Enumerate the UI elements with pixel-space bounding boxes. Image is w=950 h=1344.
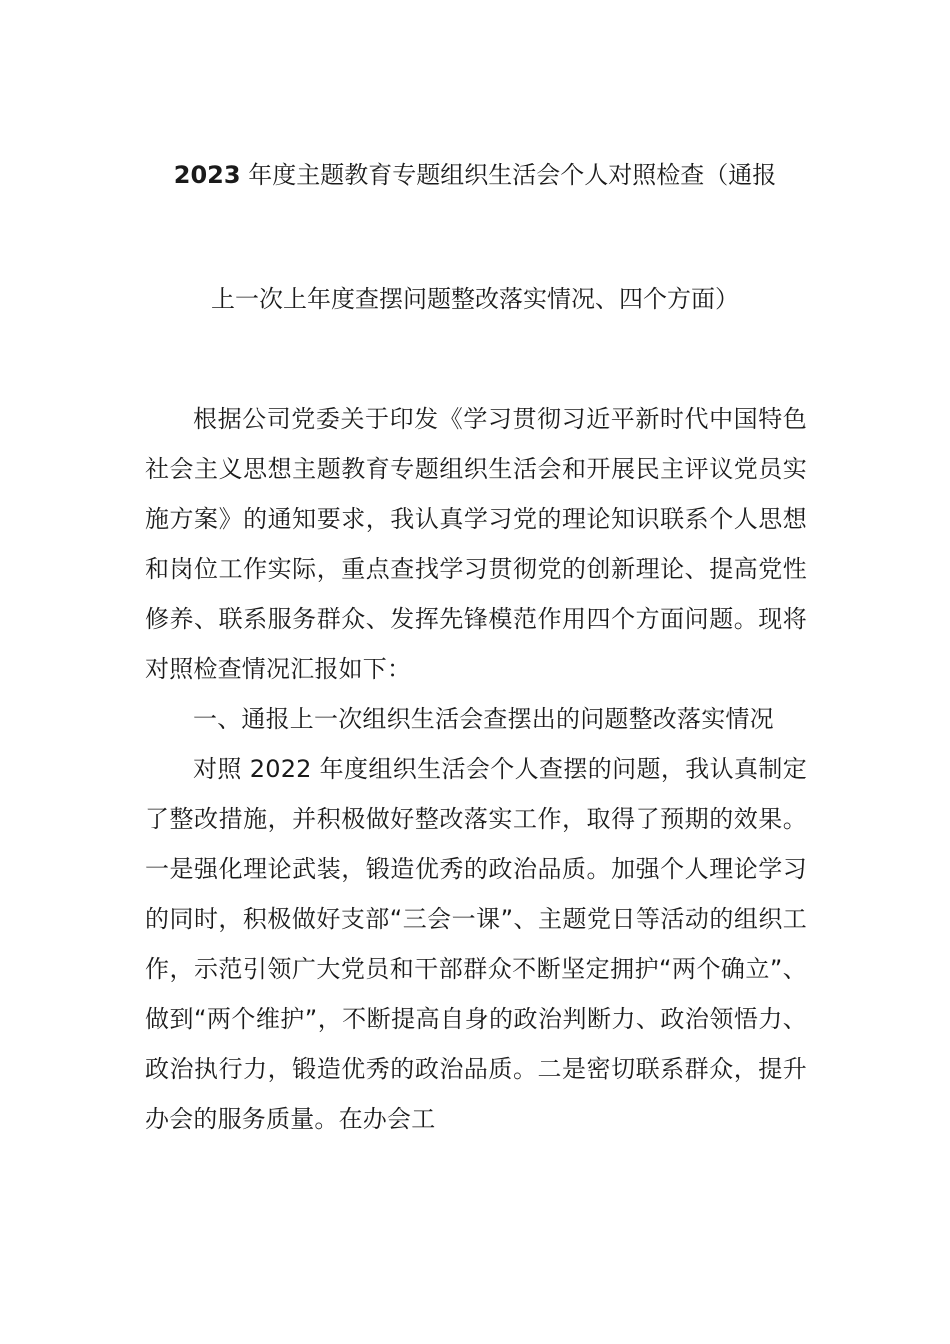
intro-paragraph: 根据公司党委关于印发《学习贯彻习近平新时代中国特色社会主义思想主题教育专题组织生活会和开展民主评议党员实施方案》的通知要求，我认真学习党的理论知识联系个人思想和岗位工作实际，重点查找学习贯彻党的创新理论、提高党性修养、联系服务群众、发挥先锋模范作用四个方面问题。现将对照检查情况汇报如下： — [145, 405, 807, 683]
section-1-paragraph: 对照 2022 年度组织生活会个人查摆的问题，我认真制定了整改措施，并积极做好整改落实工作，取得了预期的效果。一是强化理论武装，锻造优秀的政治品质。加强个人理论学习的同时，积极做好支部“三会一课”、主题党日等活动的组织工作，示范引领广大党员和干部群众不断坚定拥护“两个确立”、做到“两个维护”，不断提高自身的政治判断力、政治领悟力、政治执行力，锻造优秀的政治品质。二是密切联系群众，提升办会的服务质量。在办会工 — [145, 755, 807, 1133]
title-year: 2023 — [173, 161, 241, 189]
section-heading-1: 一、通报上一次组织生活会查摆出的问题整改落实情况 — [193, 705, 774, 733]
document-body — [145, 394, 807, 1144]
document-title-line-1 — [0, 158, 950, 192]
title-text: 年度主题教育专题组织生活会个人对照检查（通报 — [240, 161, 777, 189]
document-title-line-2: 上一次上年度查摆问题整改落实情况、四个方面） — [211, 285, 739, 313]
